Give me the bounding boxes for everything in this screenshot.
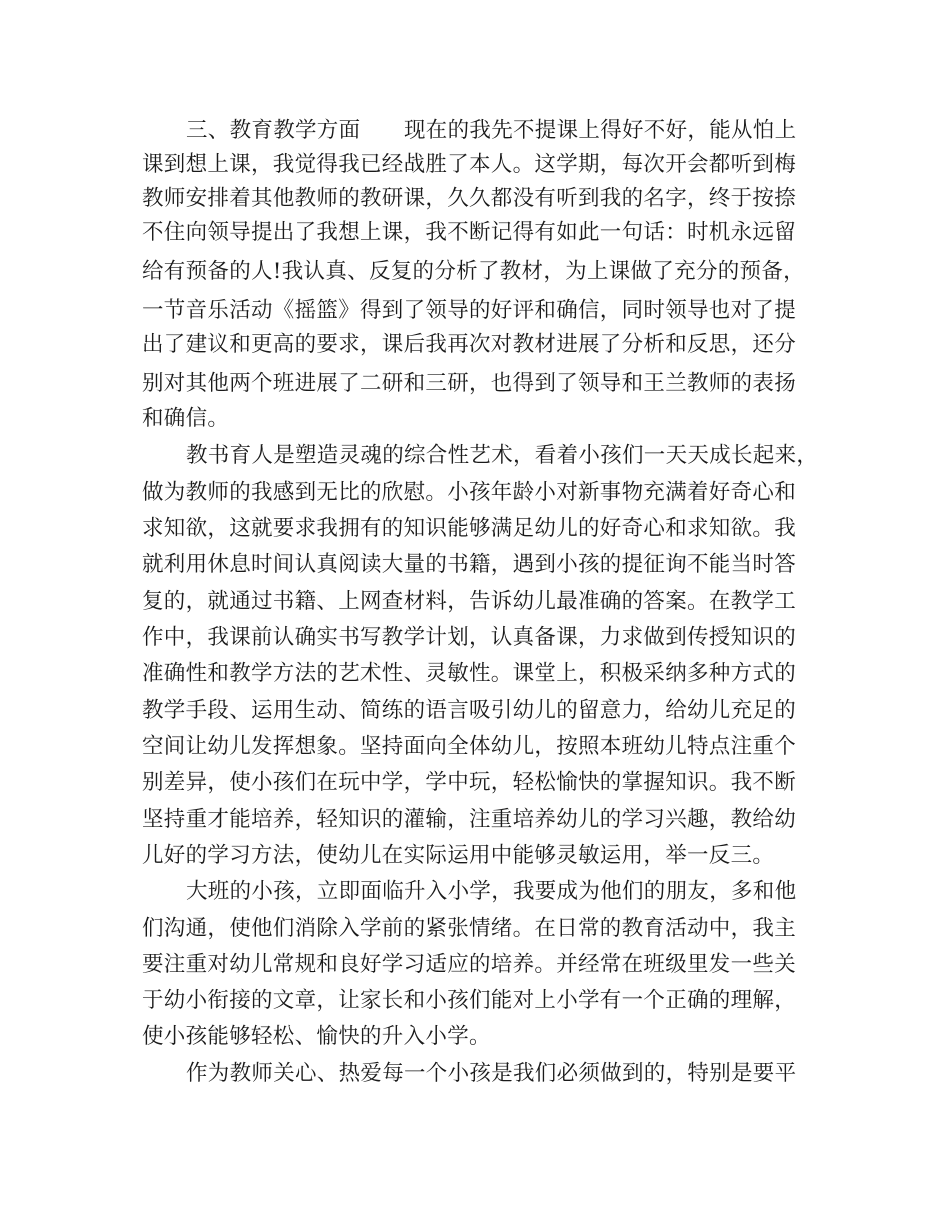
text-line: 大班的小孩，立即面临升入小学，我要成为他们的朋友，多和他 [186, 879, 797, 904]
text-line: 坚持重才能培养，轻知识的灌输，注重培养幼儿的学习兴趣，教给幼 [142, 807, 797, 832]
text-line: 一节音乐活动《摇篮》得到了领导的好评和确信，同时领导也对了提 [142, 298, 797, 323]
text-line: 要注重对幼儿常规和良好学习适应的培养。并经常在班级里发一些关 [142, 952, 797, 977]
text-line: 做为教师的我感到无比的欣慰。小孩年龄小对新事物充满着好奇心和 [142, 480, 797, 505]
text-line: 别差异，使小孩们在玩中学，学中玩，轻松愉快的掌握知识。我不断 [142, 770, 797, 795]
text-line: 于幼小衔接的文章，让家长和小孩们能对上小学有一个正确的理解， [142, 988, 797, 1013]
text-line: 准确性和教学方法的艺术性、灵敏性。课堂上，积极采纳多种方式的 [142, 661, 797, 686]
text-line: 复的，就通过书籍、上网查材料，告诉幼儿最准确的答案。在教学工 [142, 589, 797, 614]
text-line: 教书育人是塑造灵魂的综合性艺术，看着小孩们一天天成长起来， [186, 443, 819, 468]
text-line: 别对其他两个班进展了二研和三研，也得到了领导和王兰教师的表扬 [142, 371, 797, 396]
text-line: 教学手段、运用生动、简练的语言吸引幼儿的留意力，给幼儿充足的 [142, 698, 797, 723]
text-line: 作中，我课前认确实书写教学计划，认真备课，力求做到传授知识的 [142, 625, 797, 650]
text-line: 求知欲，这就要求我拥有的知识能够满足幼儿的好奇心和求知欲。我 [142, 516, 797, 541]
text-line: 三、教育教学方面 现在的我先不提课上得好不好，能从怕上 [186, 118, 797, 143]
text-line: 和确信。 [142, 406, 230, 431]
text-line: 们沟通，使他们消除入学前的紧张情绪。在日常的教育活动中，我主 [142, 916, 797, 941]
text-line: 作为教师关心、热爱每一个小孩是我们必须做到的，特别是要平 [186, 1061, 797, 1086]
text-line: 出了建议和更高的要求，课后我再次对教材进展了分析和反思，还分 [142, 332, 797, 357]
text-line: 空间让幼儿发挥想象。坚持面向全体幼儿，按照本班幼儿特点注重个 [142, 734, 797, 759]
text-line: 儿好的学习方法，使幼儿在实际运用中能够灵敏运用，举一反三。 [142, 843, 775, 868]
text-line: 教师安排着其他教师的教研课，久久都没有听到我的名字，终于按捺 [142, 186, 797, 211]
text-line: 使小孩能够轻松、愉快的升入小学。 [142, 1024, 491, 1049]
text-line: 课到想上课，我觉得我已经战胜了本人。这学期，每次开会都听到梅 [142, 152, 797, 177]
text-line: 不住向领导提出了我想上课，我不断记得有如此一句话：时机永远留 [142, 220, 797, 245]
text-line: 给有预备的人!我认真、反复的分析了教材，为上课做了充分的预备， [142, 259, 805, 284]
text-line: 就利用休息时间认真阅读大量的书籍，遇到小孩的提征询不能当时答 [142, 552, 797, 577]
